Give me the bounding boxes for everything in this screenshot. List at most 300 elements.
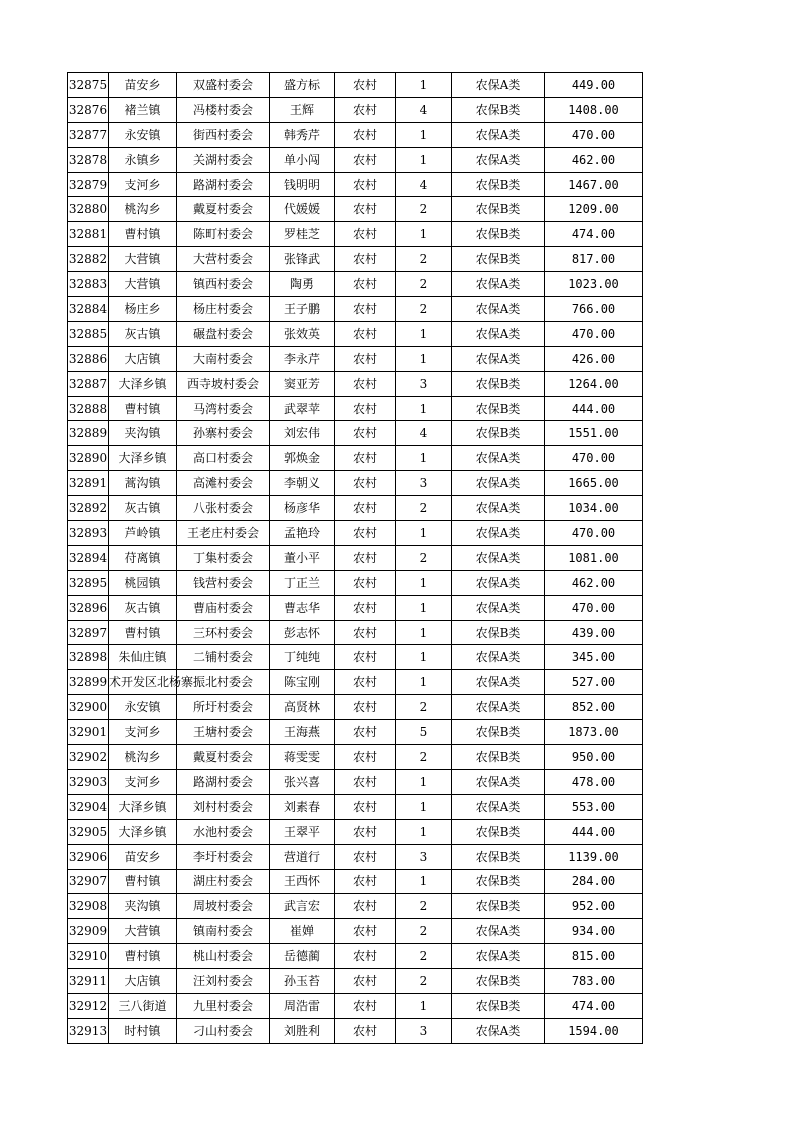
table-row [68,321,643,346]
village-cell: 戴夏村委会 [177,197,270,222]
village-cell: 双盛村委会 [177,73,270,98]
record-id-cell: 32913 [68,1018,109,1043]
insurance-category-cell: 农保A类 [452,570,545,595]
amount-cell: 934.00 [545,919,643,944]
household-type-cell: 农村 [335,122,396,147]
town-cell: 杨庄乡 [109,297,177,322]
village-cell: 九里村委会 [177,993,270,1018]
member-count-cell: 1 [396,73,452,98]
person-name-cell: 丁纯纯 [270,645,335,670]
town-cell: 夹沟镇 [109,894,177,919]
town-cell: 朱仙庄镇 [109,645,177,670]
household-type-cell: 农村 [335,993,396,1018]
member-count-cell: 2 [396,496,452,521]
amount-cell: 462.00 [545,147,643,172]
household-type-cell: 农村 [335,595,396,620]
town-cell: 曹村镇 [109,944,177,969]
amount-cell: 1139.00 [545,844,643,869]
table-row [68,595,643,620]
table-row [68,720,643,745]
member-count-cell: 1 [396,769,452,794]
table-row [68,172,643,197]
household-type-cell: 农村 [335,147,396,172]
insurance-category-cell: 农保A类 [452,471,545,496]
table-row [68,471,643,496]
table-row [68,73,643,98]
amount-cell: 478.00 [545,769,643,794]
town-cell: 曹村镇 [109,396,177,421]
table-row [68,1018,643,1043]
household-type-cell: 农村 [335,570,396,595]
town-cell: 术开发区北杨寨 [109,670,177,695]
record-id-cell: 32911 [68,969,109,994]
person-name-cell: 张效英 [270,321,335,346]
household-type-cell: 农村 [335,421,396,446]
village-cell: 陈町村委会 [177,222,270,247]
insurance-category-cell: 农保B类 [452,869,545,894]
amount-cell: 1467.00 [545,172,643,197]
amount-cell: 815.00 [545,944,643,969]
table-row [68,272,643,297]
table-row [68,570,643,595]
town-cell: 桃沟乡 [109,197,177,222]
member-count-cell: 2 [396,545,452,570]
household-type-cell: 农村 [335,496,396,521]
amount-cell: 553.00 [545,794,643,819]
household-type-cell: 农村 [335,670,396,695]
person-name-cell: 丁正兰 [270,570,335,595]
household-type-cell: 农村 [335,1018,396,1043]
insurance-category-cell: 农保A类 [452,545,545,570]
member-count-cell: 4 [396,172,452,197]
person-name-cell: 周浩雷 [270,993,335,1018]
household-type-cell: 农村 [335,172,396,197]
person-name-cell: 李朝义 [270,471,335,496]
town-cell: 大泽乡镇 [109,371,177,396]
insurance-category-cell: 农保B类 [452,222,545,247]
table-row [68,446,643,471]
records-table [67,72,643,1044]
household-type-cell: 农村 [335,919,396,944]
village-cell: 汪刘村委会 [177,969,270,994]
household-type-cell: 农村 [335,247,396,272]
amount-cell: 345.00 [545,645,643,670]
member-count-cell: 1 [396,321,452,346]
person-name-cell: 曹志华 [270,595,335,620]
household-type-cell: 农村 [335,396,396,421]
village-cell: 丁集村委会 [177,545,270,570]
village-cell: 湖庄村委会 [177,869,270,894]
town-cell: 曹村镇 [109,620,177,645]
village-cell: 大营村委会 [177,247,270,272]
amount-cell: 444.00 [545,396,643,421]
insurance-category-cell: 农保A类 [452,122,545,147]
amount-cell: 952.00 [545,894,643,919]
record-id-cell: 32880 [68,197,109,222]
amount-cell: 474.00 [545,222,643,247]
town-cell: 褚兰镇 [109,97,177,122]
record-id-cell: 32894 [68,545,109,570]
household-type-cell: 农村 [335,521,396,546]
person-name-cell: 韩秀芹 [270,122,335,147]
amount-cell: 1408.00 [545,97,643,122]
amount-cell: 426.00 [545,346,643,371]
household-type-cell: 农村 [335,869,396,894]
village-cell: 镇南村委会 [177,919,270,944]
member-count-cell: 2 [396,272,452,297]
record-id-cell: 32878 [68,147,109,172]
insurance-category-cell: 农保B类 [452,371,545,396]
insurance-category-cell: 农保A类 [452,670,545,695]
amount-cell: 1594.00 [545,1018,643,1043]
household-type-cell: 农村 [335,297,396,322]
table-row [68,222,643,247]
member-count-cell: 1 [396,645,452,670]
town-cell: 大营镇 [109,272,177,297]
person-name-cell: 张锋武 [270,247,335,272]
table-row [68,645,643,670]
amount-cell: 766.00 [545,297,643,322]
person-name-cell: 高贤林 [270,695,335,720]
member-count-cell: 1 [396,521,452,546]
table-row [68,969,643,994]
amount-cell: 284.00 [545,869,643,894]
table-row [68,421,643,446]
household-type-cell: 农村 [335,346,396,371]
village-cell: 西寺坡村委会 [177,371,270,396]
insurance-category-cell: 农保A类 [452,346,545,371]
record-id-cell: 32898 [68,645,109,670]
amount-cell: 470.00 [545,595,643,620]
amount-cell: 527.00 [545,670,643,695]
member-count-cell: 2 [396,919,452,944]
town-cell: 永安镇 [109,122,177,147]
town-cell: 大营镇 [109,247,177,272]
household-type-cell: 农村 [335,197,396,222]
village-cell: 路湖村委会 [177,769,270,794]
record-id-cell: 32883 [68,272,109,297]
household-type-cell: 农村 [335,446,396,471]
member-count-cell: 1 [396,147,452,172]
record-id-cell: 32893 [68,521,109,546]
town-cell: 大泽乡镇 [109,819,177,844]
household-type-cell: 农村 [335,371,396,396]
household-type-cell: 农村 [335,769,396,794]
person-name-cell: 王翠平 [270,819,335,844]
insurance-category-cell: 农保A类 [452,496,545,521]
amount-cell: 1873.00 [545,720,643,745]
household-type-cell: 农村 [335,819,396,844]
insurance-category-cell: 农保B类 [452,97,545,122]
table-body [68,73,643,1044]
household-type-cell: 农村 [335,894,396,919]
record-id-cell: 32902 [68,745,109,770]
town-cell: 芦岭镇 [109,521,177,546]
insurance-category-cell: 农保A类 [452,73,545,98]
village-cell: 街西村委会 [177,122,270,147]
person-name-cell: 钱明明 [270,172,335,197]
table-row [68,297,643,322]
town-cell: 支河乡 [109,720,177,745]
record-id-cell: 32881 [68,222,109,247]
member-count-cell: 2 [396,297,452,322]
person-name-cell: 李永芹 [270,346,335,371]
record-id-cell: 32888 [68,396,109,421]
insurance-category-cell: 农保B类 [452,894,545,919]
person-name-cell: 岳德蔺 [270,944,335,969]
village-cell: 王老庄村委会 [177,521,270,546]
person-name-cell: 武言宏 [270,894,335,919]
village-cell: 大南村委会 [177,346,270,371]
village-cell: 戴夏村委会 [177,745,270,770]
person-name-cell: 刘胜利 [270,1018,335,1043]
insurance-category-cell: 农保A类 [452,695,545,720]
table-row [68,993,643,1018]
household-type-cell: 农村 [335,73,396,98]
table-row [68,247,643,272]
table-row [68,396,643,421]
amount-cell: 470.00 [545,521,643,546]
person-name-cell: 王辉 [270,97,335,122]
record-id-cell: 32895 [68,570,109,595]
person-name-cell: 罗桂芝 [270,222,335,247]
amount-cell: 1264.00 [545,371,643,396]
table-row [68,869,643,894]
record-id-cell: 32885 [68,321,109,346]
town-cell: 支河乡 [109,172,177,197]
person-name-cell: 武翠苹 [270,396,335,421]
person-name-cell: 陈宝刚 [270,670,335,695]
member-count-cell: 1 [396,122,452,147]
record-id-cell: 32908 [68,894,109,919]
table-row [68,819,643,844]
town-cell: 苗安乡 [109,844,177,869]
record-id-cell: 32875 [68,73,109,98]
household-type-cell: 农村 [335,545,396,570]
household-type-cell: 农村 [335,620,396,645]
amount-cell: 1209.00 [545,197,643,222]
member-count-cell: 1 [396,446,452,471]
town-cell: 苻离镇 [109,545,177,570]
member-count-cell: 3 [396,371,452,396]
town-cell: 桃沟乡 [109,745,177,770]
town-cell: 永镇乡 [109,147,177,172]
insurance-category-cell: 农保A类 [452,446,545,471]
member-count-cell: 1 [396,222,452,247]
town-cell: 永安镇 [109,695,177,720]
table-row [68,794,643,819]
insurance-category-cell: 农保A类 [452,919,545,944]
amount-cell: 444.00 [545,819,643,844]
insurance-category-cell: 农保A类 [452,944,545,969]
village-cell: 杨庄村委会 [177,297,270,322]
insurance-category-cell: 农保A类 [452,1018,545,1043]
member-count-cell: 1 [396,595,452,620]
town-cell: 曹村镇 [109,222,177,247]
amount-cell: 1023.00 [545,272,643,297]
insurance-category-cell: 农保A类 [452,147,545,172]
village-cell: 高滩村委会 [177,471,270,496]
amount-cell: 852.00 [545,695,643,720]
record-id-cell: 32900 [68,695,109,720]
household-type-cell: 农村 [335,844,396,869]
amount-cell: 817.00 [545,247,643,272]
member-count-cell: 5 [396,720,452,745]
insurance-category-cell: 农保A类 [452,645,545,670]
record-id-cell: 32910 [68,944,109,969]
table-row [68,371,643,396]
record-id-cell: 32901 [68,720,109,745]
member-count-cell: 1 [396,670,452,695]
insurance-category-cell: 农保B类 [452,421,545,446]
person-name-cell: 孙玉苔 [270,969,335,994]
household-type-cell: 农村 [335,272,396,297]
member-count-cell: 3 [396,844,452,869]
amount-cell: 470.00 [545,446,643,471]
household-type-cell: 农村 [335,471,396,496]
village-cell: 路湖村委会 [177,172,270,197]
table-row [68,521,643,546]
village-cell: 刁山村委会 [177,1018,270,1043]
household-type-cell: 农村 [335,720,396,745]
town-cell: 大营镇 [109,919,177,944]
table-row [68,745,643,770]
household-type-cell: 农村 [335,745,396,770]
village-cell: 李圩村委会 [177,844,270,869]
town-cell: 三八街道 [109,993,177,1018]
person-name-cell: 张兴喜 [270,769,335,794]
member-count-cell: 1 [396,396,452,421]
insurance-category-cell: 农保A类 [452,595,545,620]
member-count-cell: 2 [396,969,452,994]
table-row [68,695,643,720]
record-id-cell: 32909 [68,919,109,944]
person-name-cell: 盛方标 [270,73,335,98]
member-count-cell: 2 [396,695,452,720]
person-name-cell: 郭焕金 [270,446,335,471]
record-id-cell: 32889 [68,421,109,446]
town-cell: 苗安乡 [109,73,177,98]
town-cell: 大泽乡镇 [109,794,177,819]
town-cell: 灰古镇 [109,321,177,346]
record-id-cell: 32877 [68,122,109,147]
village-cell: 刘村村委会 [177,794,270,819]
table-row [68,122,643,147]
amount-cell: 470.00 [545,122,643,147]
member-count-cell: 2 [396,894,452,919]
table-row [68,769,643,794]
person-name-cell: 陶勇 [270,272,335,297]
insurance-category-cell: 农保B类 [452,745,545,770]
insurance-category-cell: 农保B类 [452,819,545,844]
town-cell: 蒿沟镇 [109,471,177,496]
insurance-category-cell: 农保A类 [452,297,545,322]
person-name-cell: 单小闯 [270,147,335,172]
insurance-category-cell: 农保B类 [452,197,545,222]
member-count-cell: 4 [396,421,452,446]
village-cell: 所圩村委会 [177,695,270,720]
town-cell: 夹沟镇 [109,421,177,446]
table-row [68,620,643,645]
record-id-cell: 32899 [68,670,109,695]
village-cell: 八张村委会 [177,496,270,521]
town-cell: 大店镇 [109,969,177,994]
village-cell: 高口村委会 [177,446,270,471]
town-cell: 桃园镇 [109,570,177,595]
village-cell: 曹庙村委会 [177,595,270,620]
village-cell: 冯楼村委会 [177,97,270,122]
member-count-cell: 2 [396,197,452,222]
amount-cell: 1551.00 [545,421,643,446]
household-type-cell: 农村 [335,222,396,247]
household-type-cell: 农村 [335,695,396,720]
person-name-cell: 刘宏伟 [270,421,335,446]
village-cell: 王塘村委会 [177,720,270,745]
record-id-cell: 32905 [68,819,109,844]
table-row [68,147,643,172]
person-name-cell: 崔婵 [270,919,335,944]
household-type-cell: 农村 [335,944,396,969]
person-name-cell: 杨彦华 [270,496,335,521]
insurance-category-cell: 农保B类 [452,620,545,645]
town-cell: 曹村镇 [109,869,177,894]
person-name-cell: 孟艳玲 [270,521,335,546]
amount-cell: 449.00 [545,73,643,98]
person-name-cell: 窦亚芳 [270,371,335,396]
person-name-cell: 王子鹏 [270,297,335,322]
town-cell: 大泽乡镇 [109,446,177,471]
household-type-cell: 农村 [335,97,396,122]
village-cell: 二铺村委会 [177,645,270,670]
village-cell: 周坡村委会 [177,894,270,919]
record-id-cell: 32887 [68,371,109,396]
record-id-cell: 32904 [68,794,109,819]
insurance-category-cell: 农保A类 [452,794,545,819]
person-name-cell: 代媛媛 [270,197,335,222]
town-cell: 灰古镇 [109,595,177,620]
insurance-category-cell: 农保A类 [452,521,545,546]
person-name-cell: 刘素春 [270,794,335,819]
member-count-cell: 1 [396,620,452,645]
amount-cell: 470.00 [545,321,643,346]
record-id-cell: 32892 [68,496,109,521]
person-name-cell: 蒋雯雯 [270,745,335,770]
town-cell: 大店镇 [109,346,177,371]
household-type-cell: 农村 [335,969,396,994]
household-type-cell: 农村 [335,645,396,670]
record-id-cell: 32912 [68,993,109,1018]
member-count-cell: 3 [396,471,452,496]
village-cell: 孙寨村委会 [177,421,270,446]
member-count-cell: 1 [396,346,452,371]
table-row [68,346,643,371]
member-count-cell: 1 [396,819,452,844]
record-id-cell: 32879 [68,172,109,197]
table-row [68,894,643,919]
amount-cell: 439.00 [545,620,643,645]
village-cell: 水池村委会 [177,819,270,844]
insurance-category-cell: 农保B类 [452,396,545,421]
record-id-cell: 32897 [68,620,109,645]
amount-cell: 950.00 [545,745,643,770]
town-cell: 灰古镇 [109,496,177,521]
person-name-cell: 董小平 [270,545,335,570]
village-cell: 三环村委会 [177,620,270,645]
record-id-cell: 32884 [68,297,109,322]
member-count-cell: 1 [396,794,452,819]
record-id-cell: 32890 [68,446,109,471]
amount-cell: 1665.00 [545,471,643,496]
